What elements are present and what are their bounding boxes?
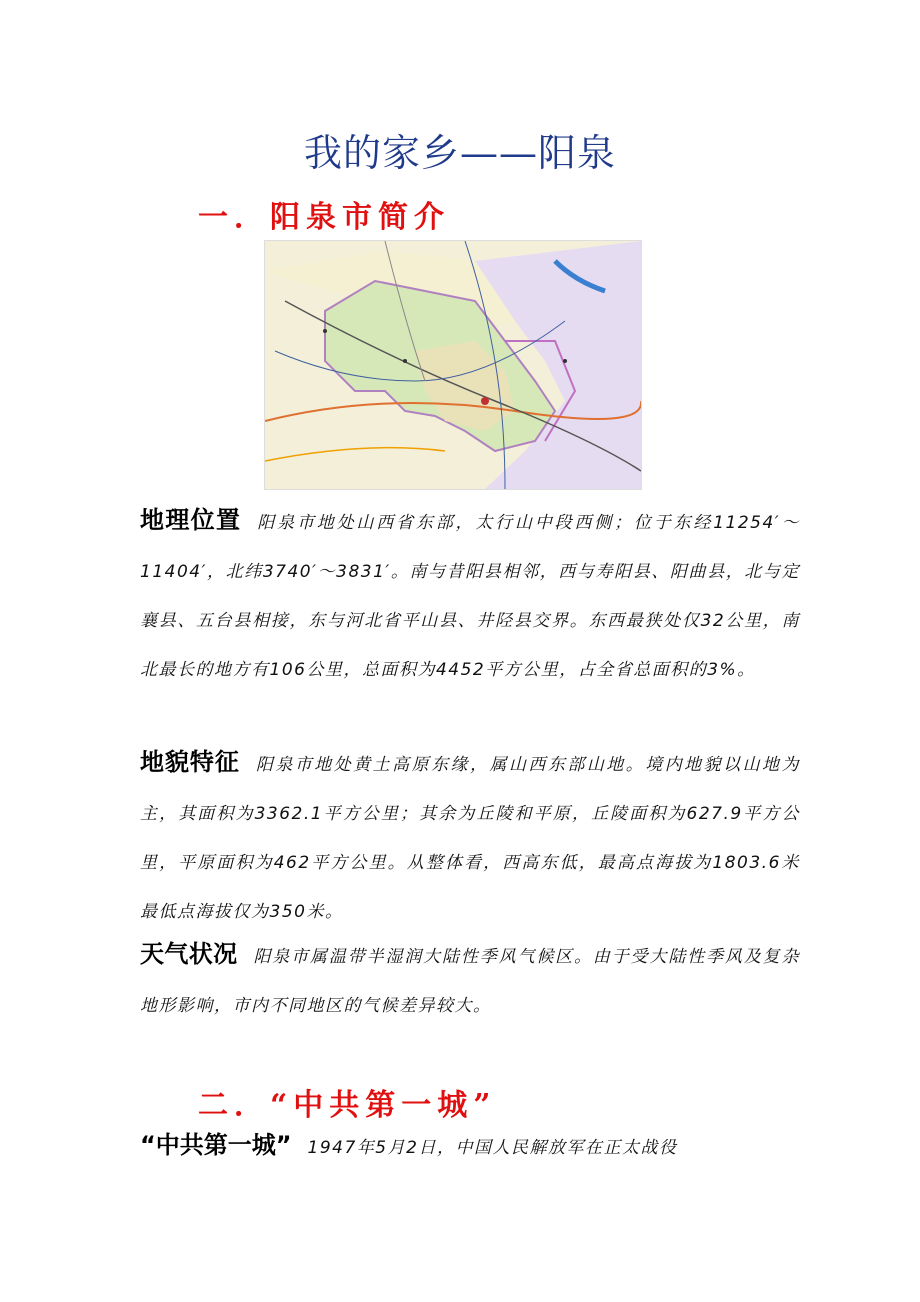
paragraph-first-city xyxy=(140,1121,800,1173)
label-terrain: 地貌特征 xyxy=(140,748,240,776)
label-weather: 天气状况 xyxy=(140,940,238,968)
page-title: 我的家乡——阳泉 xyxy=(303,131,616,175)
label-first-city: “中共第一城” xyxy=(140,1131,292,1159)
text-terrain: 阳泉市地处黄土高原东缘，属山西东部山地。境内地貌以山地为主，其面积为3362.1平方公里；其余为丘陵和平原，丘陵面积为627.9平方公里，平原面积为462平方公里。从整体看，西高东低，最高点海拔为1803.6米最低点海拔仅为350米。 xyxy=(140,755,801,922)
paragraph-geography xyxy=(140,496,800,695)
paragraph-weather xyxy=(140,930,800,1031)
section-heading-intro: 一．阳泉市简介 xyxy=(198,200,450,235)
text-weather: 阳泉市属温带半湿润大陆性季风气候区。由于受大陆性季风及复杂地形影响，市内不同地区的气候差异较大。 xyxy=(140,947,800,1016)
text-geography: 阳泉市地处山西省东部，太行山中段西侧；位于东经11254′～11404′，北纬3740′～3831′。南与昔阳县相邻，西与寿阳县、阳曲县，北与定襄县、五台县相接，东与河北省平山县、井陉县交界。东西最狭处仅32公里，南北最长的地方有106公里，总面积为4452平方公里，占全省总面积的3%。 xyxy=(140,513,800,680)
yangquan-map-image xyxy=(264,240,642,490)
section-heading-first-city: 二．“中共第一城” xyxy=(198,1088,497,1123)
label-geography: 地理位置 xyxy=(140,506,242,534)
paragraph-terrain xyxy=(140,738,800,937)
text-first-city: 1947年5月2日，中国人民解放军在正太战役 xyxy=(307,1138,678,1158)
